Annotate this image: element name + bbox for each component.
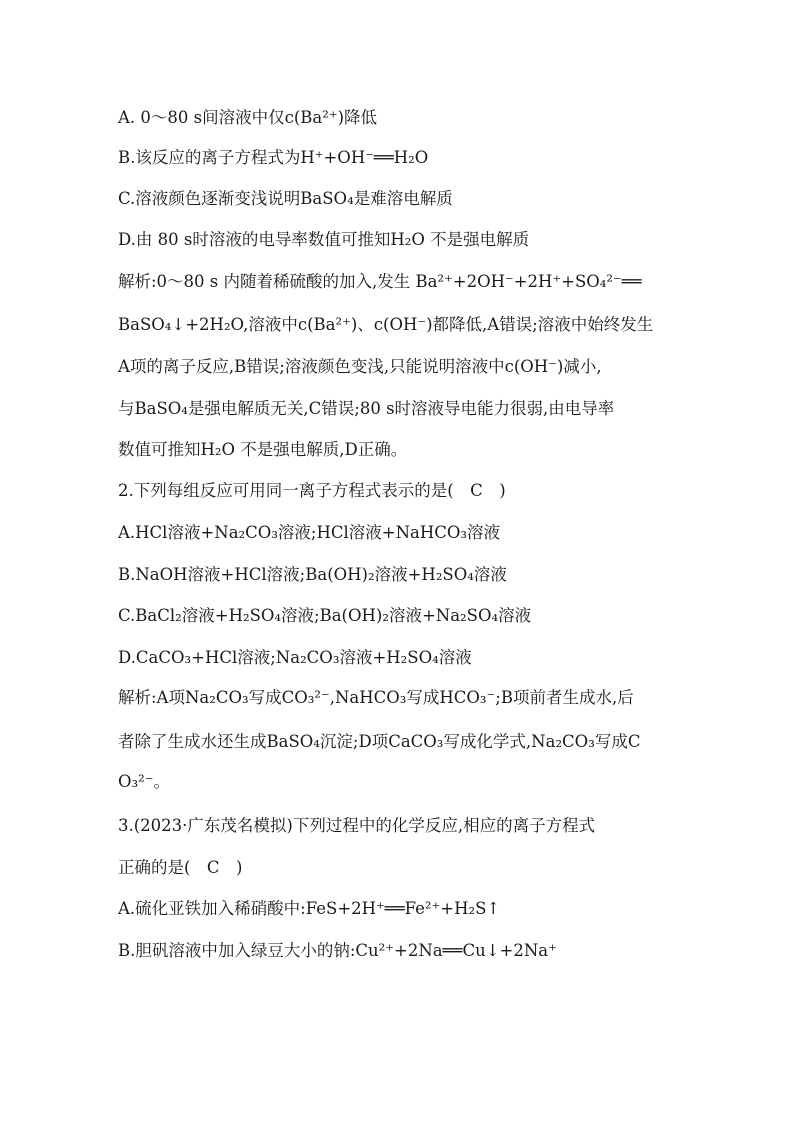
question-3-stem: 正确的是( C ) [118,858,243,877]
option-d-line: D.由 80 s时溶液的电导率数值可推知H₂O 不是强电解质 [118,230,530,249]
analysis-line: 解析:A项Na₂CO₃写成CO₃²⁻,NaHCO₃写成HCO₃⁻;B项前者生成水,后 [118,688,634,707]
option-a-line: A.HCl溶液+Na₂CO₃溶液;HCl溶液+NaHCO₃溶液 [118,523,501,542]
analysis-line: BaSO₄↓+2H₂O,溶液中c(Ba²⁺)、c(OH⁻)都降低,A错误;溶液中始终发生 [118,315,654,334]
option-b-line: B.该反应的离子方程式为H⁺+OH⁻══H₂O [118,148,429,167]
analysis-line: 数值可推知H₂O 不是强电解质,D正确。 [118,440,408,459]
option-a-line: A.硫化亚铁加入稀硝酸中:FeS+2H⁺══Fe²⁺+H₂S↑ [118,899,501,918]
option-b-line: B.胆矾溶液中加入绿豆大小的钠:Cu²⁺+2Na══Cu↓+2Na⁺ [118,941,557,960]
analysis-line: 者除了生成水还生成BaSO₄沉淀;D项CaCO₃写成化学式,Na₂CO₃写成C [118,732,641,751]
analysis-line: 与BaSO₄是强电解质无关,C错误;80 s时溶液导电能力很弱,由电导率 [118,399,615,418]
question-2-stem: 2.下列每组反应可用同一离子方程式表示的是( C ) [118,481,506,500]
option-c-line: C.溶液颜色逐渐变浅说明BaSO₄是难溶电解质 [118,189,453,208]
analysis-line: O₃²⁻。 [118,772,170,791]
option-a-line: A. 0～80 s间溶液中仅c(Ba²⁺)降低 [118,108,378,127]
option-c-line: C.BaCl₂溶液+H₂SO₄溶液;Ba(OH)₂溶液+Na₂SO₄溶液 [118,606,532,625]
option-d-line: D.CaCO₃+HCl溶液;Na₂CO₃溶液+H₂SO₄溶液 [118,648,472,667]
analysis-line: 解析:0～80 s 内随着稀硫酸的加入,发生 Ba²⁺+2OH⁻+2H⁺+SO₄²⁻══ [118,272,642,291]
option-b-line: B.NaOH溶液+HCl溶液;Ba(OH)₂溶液+H₂SO₄溶液 [118,565,507,584]
question-3-stem: 3.(2023·广东茂名模拟)下列过程中的化学反应,相应的离子方程式 [118,816,596,835]
analysis-line: A项的离子反应,B错误;溶液颜色变浅,只能说明溶液中c(OH⁻)减小, [118,357,602,376]
